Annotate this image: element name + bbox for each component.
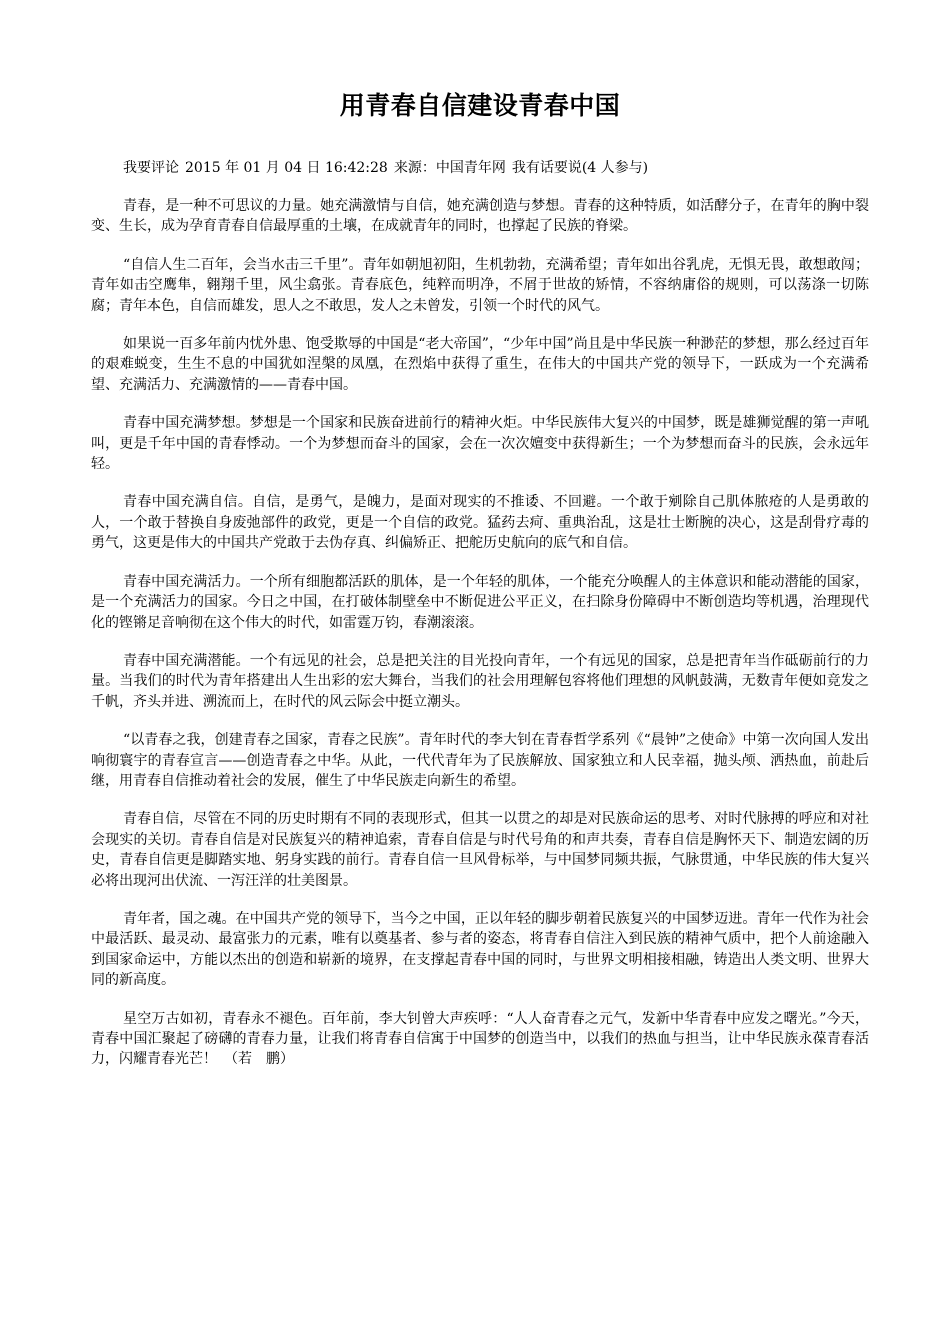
paragraph-9: 青春自信，尽管在不同的历史时期有不同的表现形式，但其一以贯之的却是对民族命运的思考、对时代脉搏的呼应和对社会现实的关切。青春自信是对民族复兴的精神追索，青春自信是与时代号角的和声共奏，青春自信是胸怀天下、制造宏阔的历史，青春自信更是脚踏实地、躬身实践的前行。青春自信一旦风骨标举，与中国梦同频共振，气脉贯通，中华民族的伟大复兴必将出现河出伏流、一泻汪洋的壮美图景。: [91, 811, 869, 889]
paragraph-8: “以青春之我，创建青春之国家，青春之民族”。青年时代的李大钊在青春哲学系列《“晨钟”之使命》中第一次向国人发出响彻寰宇的青春宣言——创造青春之中华。从此，一代代青年为了民族解放、国家独立和人民幸福，抛头颅、洒热血，前赴后继，用青春自信推动着社会的发展，催生了中华民族走向新生的希望。: [91, 732, 869, 789]
paragraph-11: 星空万古如初，青春永不褪色。百年前，李大钊曾大声疾呼：“人人奋青春之元气，发新中华青春中应发之曙光。”今天，青春中国汇聚起了磅礴的青春力量，让我们将青春自信寓于中国梦的创造当中，以我们的热血与担当，让中华民族永葆青春活力，闪耀青春光芒！ （若 鹏）: [91, 1010, 869, 1068]
paragraph-5: 青春中国充满自信。自信，是勇气，是魄力，是面对现实的不推诿、不回避。一个敢于剜除自己肌体脓疮的人是勇敢的人，一个敢于替换自身废弛部件的政党，更是一个自信的政党。猛药去疴、重典治乱，这是壮士断腕的决心，这是刮骨疗毒的勇气，这更是伟大的中国共产党敢于去伪存真、纠偏矫正、把舵历史航向的底气和自信。: [91, 494, 869, 552]
article-title: 用青春自信建设青春中国: [339, 91, 621, 120]
paragraph-10: 青年者，国之魂。在中国共产党的领导下，当今之中国，正以年轻的脚步朝着民族复兴的中国梦迈进。青年一代作为社会中最活跃、最灵动、最富张力的元素，唯有以奠基者、参与者的姿态，将青春自信注入到民族的精神气质中，把个人前途融入到国家命运中，方能以杰出的创造和崭新的境界，在支撑起青春中国的同时，与世界文明相接相融，铸造出人类文明、世界大同的新高度。: [91, 910, 869, 989]
article: [91, 88, 869, 1070]
paragraph-4: 青春中国充满梦想。梦想是一个国家和民族奋进前行的精神火炬。中华民族伟大复兴的中国梦，既是雄狮觉醒的第一声吼叫，更是千年中国的青春悸动。一个为梦想而奋斗的国家，会在一次次嬗变中获得新生；一个为梦想而奋斗的民族，会永远年轻。: [91, 415, 869, 473]
paragraph-1: 青春，是一种不可思议的力量。她充满激情与自信，她充满创造与梦想。青春的这种特质，如活酵分子，在青年的胸中裂变、生长，成为孕育青春自信最厚重的土壤，在成就青年的同时，也撑起了民族的脊梁。: [91, 198, 869, 235]
paragraph-7: 青春中国充满潜能。一个有远见的社会，总是把关注的目光投向青年，一个有远见的国家，总是把青年当作砥砺前行的力量。当我们的时代为青年搭建出人生出彩的宏大舞台，当我们的社会用理解包容将他们理想的风帆鼓满，无数青年便如竞发之千帆，齐头并进、溯流而上，在时代的风云际会中挺立潮头。: [91, 652, 869, 710]
article-meta: [91, 158, 869, 178]
comment-link[interactable]: 我要评论: [123, 160, 179, 176]
discussion-link[interactable]: 我有话要说(4 人参与): [511, 160, 649, 176]
paragraph-3: 如果说一百多年前内忧外患、饱受欺辱的中国是“老大帝国”，“少年中国”尚且是中华民族一种渺茫的梦想，那么经过百年的艰难蜕变，生生不息的中国犹如涅槃的凤凰，在烈焰中获得了重生，在伟大的中国共产党的领导下，一跃成为一个充满希望、充满活力、充满激情的——青春中国。: [91, 336, 869, 393]
publish-datetime: 2015 年 01 月 04 日 16:42:28: [185, 160, 388, 176]
paragraph-2: “自信人生二百年，会当水击三千里”。青年如朝旭初阳，生机勃勃，充满希望；青年如出谷乳虎，无惧无畏，敢想敢闯；青年如击空鹰隼，翱翔千里，风尘翕张。青春底色，纯粹而明净，不屑于世故的矫情，不容纳庸俗的规则，可以荡涤一切陈腐；青年本色，自信而雄发，思人之不敢思，发人之未曾发，引领一个时代的风气。: [91, 256, 869, 314]
article-source: 来源：中国青年网: [393, 160, 506, 176]
paragraph-6: 青春中国充满活力。一个所有细胞都活跃的肌体，是一个年轻的肌体，一个能充分唤醒人的主体意识和能动潜能的国家，是一个充满活力的国家。今日之中国，在打破体制壁垒中不断促进公平正义，在扫除身份障碍中不断创造均等机遇，治理现代化的铿锵足音响彻在这个伟大的时代，如雷霆万钧，春潮滚滚。: [91, 573, 869, 631]
